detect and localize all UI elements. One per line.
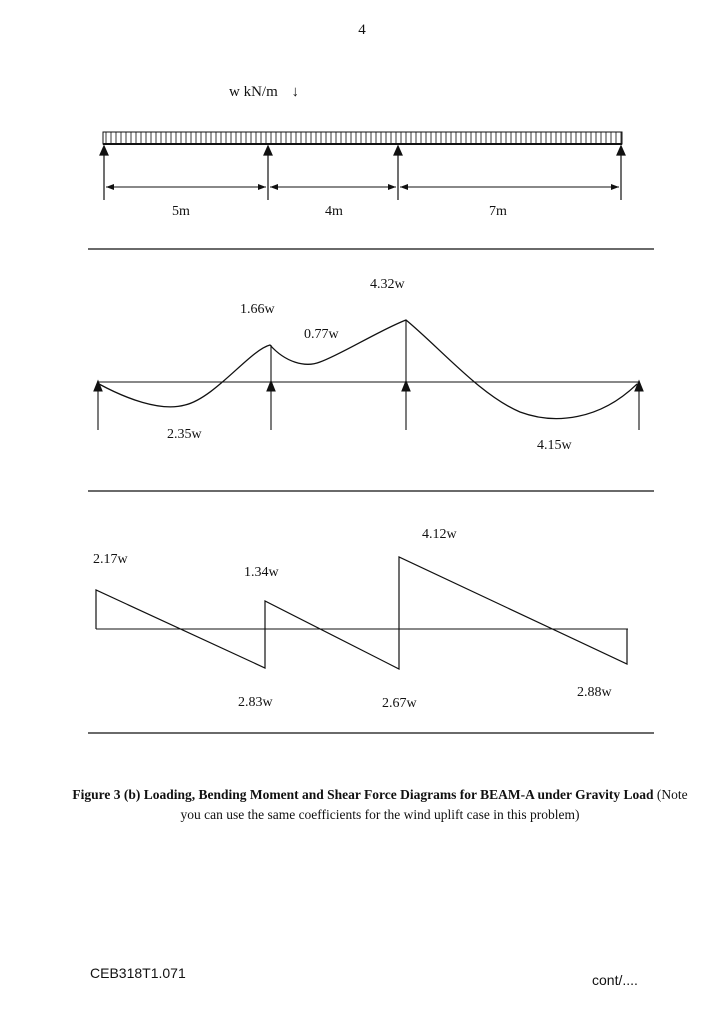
- bm-label-support-c: 4.32w: [370, 277, 405, 292]
- sf-segment-3: [399, 557, 627, 664]
- load-arrow-icon: ↓: [291, 84, 299, 100]
- bm-support-a: [94, 381, 102, 430]
- figure-caption: [70, 785, 690, 825]
- sf-label-d-left: 2.88w: [577, 685, 612, 700]
- load-label-text: w kN/m: [229, 84, 278, 100]
- support-c: [394, 146, 402, 200]
- bm-curve: [99, 320, 637, 419]
- bm-label-span1-mid: 2.35w: [167, 427, 202, 442]
- sf-label-c-right: 4.12w: [422, 527, 457, 542]
- bm-label-span3-mid: 4.15w: [537, 438, 572, 453]
- page-number: 4: [358, 22, 366, 38]
- support-b: [264, 146, 272, 200]
- bm-support-b: [267, 345, 275, 430]
- sf-label-c-left: 2.67w: [382, 696, 417, 711]
- bending-moment-diagram: [94, 320, 643, 430]
- bm-label-support-b: 1.66w: [240, 302, 275, 317]
- span-label-2: 4m: [325, 204, 343, 219]
- sf-label-b-left: 2.83w: [238, 695, 273, 710]
- support-d: [617, 146, 625, 200]
- footer-code: CEB318T1.071: [90, 965, 186, 981]
- caption-bold: Figure 3 (b) Loading, Bending Moment and Shear Force Diagrams for BEAM-A under Gravity Load: [72, 787, 654, 802]
- caption-note: (Note you can use the same coefficients for the wind uplift case in this problem): [180, 787, 688, 822]
- loading-diagram: [100, 132, 625, 200]
- sf-label-b-right: 1.34w: [244, 565, 279, 580]
- udl-load-block: [103, 132, 622, 144]
- bm-support-d: [635, 381, 643, 430]
- footer-continued: cont/....: [592, 972, 638, 988]
- bm-support-c: [402, 320, 410, 430]
- bm-label-span2-mid: 0.77w: [304, 327, 339, 342]
- sf-label-a-right: 2.17w: [93, 552, 128, 567]
- span-label-1: 5m: [172, 204, 190, 219]
- shear-force-diagram: [96, 557, 628, 669]
- support-a: [100, 146, 108, 200]
- sf-segment-2: [265, 601, 399, 669]
- span-label-3: 7m: [489, 204, 507, 219]
